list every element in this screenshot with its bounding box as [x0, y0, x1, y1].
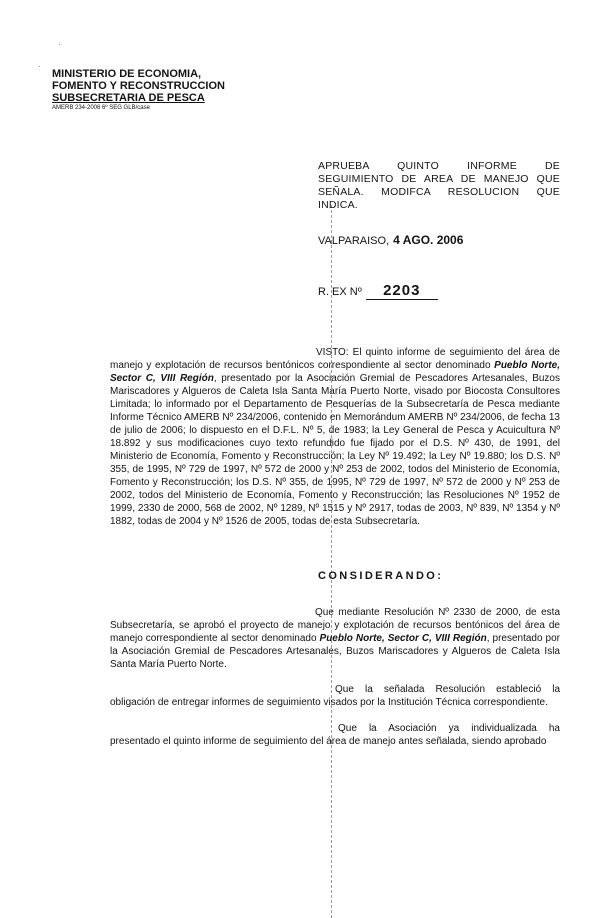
place-label: VALPARAISO,: [318, 235, 390, 247]
document-reference: AMERB 234-2006 6º SEG GLB/case: [52, 105, 150, 111]
scan-fold-line: [331, 205, 332, 918]
ministry-header: [52, 68, 225, 112]
resolution-label: R. EX Nº: [318, 286, 362, 298]
considerando-paragraph-1: [110, 606, 560, 671]
ministry-line-1: MINISTERIO DE ECONOMIA,: [52, 68, 202, 80]
visto-paragraph: [110, 346, 560, 528]
considerando-heading: CONSIDERANDO:: [318, 570, 444, 582]
place-date: [318, 233, 463, 247]
subsecretaria-name: SUBSECRETARIA DE PESCA: [52, 92, 205, 104]
visto-lead: VISTO: El quinto informe de seguimiento del área de manejo y explotación de recursos bentónicos correspondiente al sector denominado: [110, 347, 560, 371]
considerando-1-sector: Pueblo Norte, Sector C, VIII Región: [319, 633, 487, 644]
considerando-paragraph-3: [110, 722, 560, 748]
considerando-3-text: Que la Asociación ya individualizada ha presentado el quinto informe de seguimiento del área de manejo antes señalada, siendo aprobado: [110, 723, 560, 747]
resolution-number-value: 2203: [366, 282, 438, 300]
ministry-line-2: FOMENTO Y RECONSTRUCCION: [52, 80, 225, 92]
considerando-paragraph-2: [110, 683, 560, 709]
scan-speck: ·: [58, 40, 61, 49]
visto-sector: Pueblo Norte, Sector C, VIII Región: [110, 360, 560, 384]
considerando-1-rest: , presentado por la Asociación Gremial de Pescadores Artesanales, Buzos Mariscadores y Algueros de Caleta Isla Santa María Puerto Norte.: [110, 633, 560, 670]
visto-rest: , presentado por la Asociación Gremial de Pescadores Artesanales, Buzos Mariscadores y Algueros de Caleta Isla Santa María Puerto Norte, visado por Biocosta Consultores Limitada; lo informado por el Departamento de Pesquerías de la Subsecretaría de Pesca mediante Informe Técnico AMERB Nº 234/2006, contenido en Memorándum AMERB Nº 234/2006, de fecha 13 de julio de 2006; lo dispuesto en el D.F.L. Nº 5, de 1983; la Ley General de Pesca y Acuicultura Nº 18.892 y sus modificaciones cuyo texto refundido fue fijado por el D.S. Nº 430, de 1991, del Ministerio de Economía, Fomento y Reconstrucción; la Ley Nº 19.492; la Ley Nº 19.880; los D.S. Nº 355, de 1995, Nº 729 de 1997, Nº 572 de 2000 y Nº 253 de 2002, todos del Ministerio de Economía, Fomento y Reconstrucción; los D.S. Nº 355, de 1995, Nº 729 de 1997, Nº 572 de 2000 y Nº 253 de 2002, todos del Ministerio de Economía, Fomento y Reconstrucción; las Resoluciones Nº 1952 de 1999, 2330 de 2000, 568 de 2002, Nº 1289, Nº 1515 y Nº 2917, todas de 2003, Nº 839, Nº 1354 y Nº 1882, todas de 2004 y Nº 1526 de 2005, todas de esta Subsecretaría.: [110, 373, 560, 527]
date-stamp: 4 AGO. 2006: [393, 233, 464, 247]
scan-speck: ·: [38, 62, 41, 71]
resolution-number: [318, 282, 438, 300]
resolution-title: APRUEBA QUINTO INFORME DE SEGUIMIENTO DE AREA DE MANEJO QUE SEÑALA. MODIFCA RESOLUCION QUE INDICA.: [318, 160, 560, 211]
considerando-2-text: Que la señalada Resolución estableció la obligación de entregar informes de seguimiento visados por la Institución Técnica correspondiente.: [110, 684, 560, 708]
considerando-1-lead: Que mediante Resolución Nº 2330 de 2000, de esta Subsecretaría, se aprobó el proyecto de manejo y explotación de recursos bentónicos del área de manejo correspondiente al sector denominado: [110, 607, 560, 644]
